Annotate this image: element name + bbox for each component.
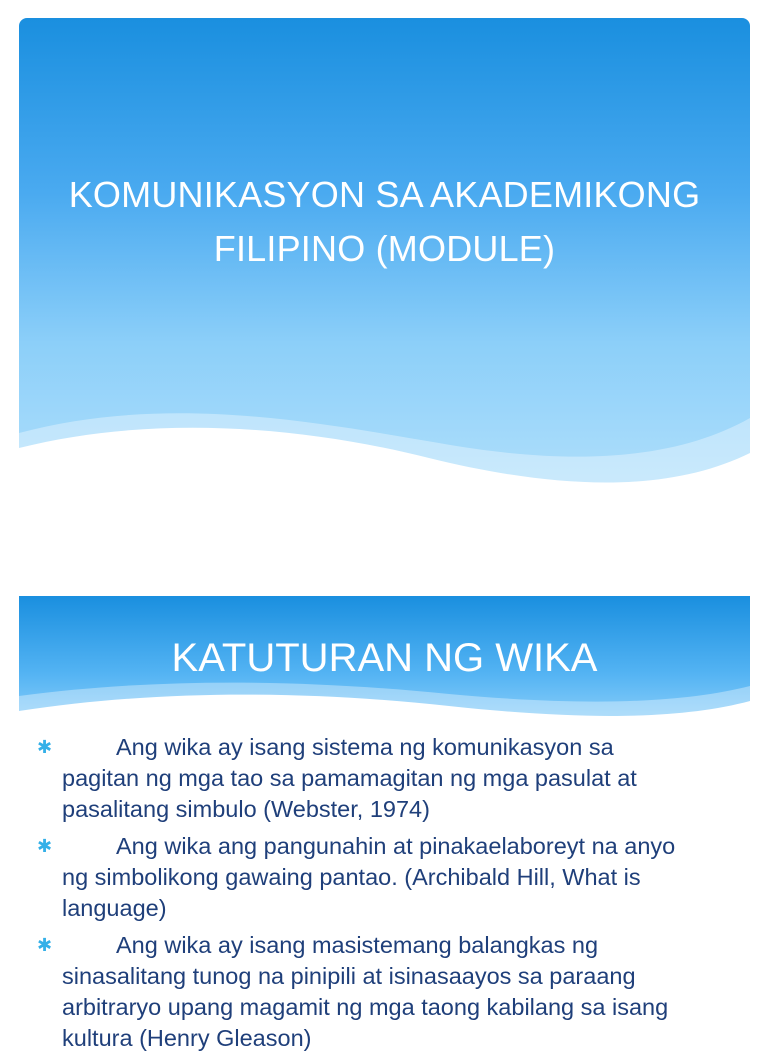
slide-header — [19, 596, 750, 736]
bullet-text: Ang wika ay isang masistemang balangkas ng sinasalitang tunog na pinipili at isinasaayos sa paraang arbitraryo upang magamit ng mga taong kabilang sa isang kultura (Henry Gleason) — [62, 932, 669, 1051]
list-item — [19, 930, 679, 1054]
bullet-text: Ang wika ang pangunahin at pinakaelaboreyt na anyo ng simbolikong gawaing pantao. (Archibald Hill, What is language) — [62, 833, 676, 921]
bullet-text: Ang wika ay isang sistema ng komunikasyon sa pagitan ng mga tao sa pamamagitan ng mga pasulat at pasalitang simbulo (Webster, 1974) — [62, 734, 637, 822]
list-item — [19, 831, 679, 924]
asterisk-bullet-icon: ✱ — [37, 935, 53, 955]
title-slide — [19, 18, 750, 518]
list-item — [19, 732, 679, 825]
wave-decoration — [19, 398, 750, 518]
asterisk-bullet-icon: ✱ — [37, 737, 53, 757]
bullet-list — [19, 732, 679, 1060]
content-slide — [19, 596, 750, 1051]
slide-title: KOMUNIKASYON SA AKADEMIKONG FILIPINO (MODULE) — [68, 174, 701, 269]
asterisk-bullet-icon: ✱ — [37, 836, 53, 856]
slide-title: KATUTURAN NG WIKA — [171, 636, 598, 680]
